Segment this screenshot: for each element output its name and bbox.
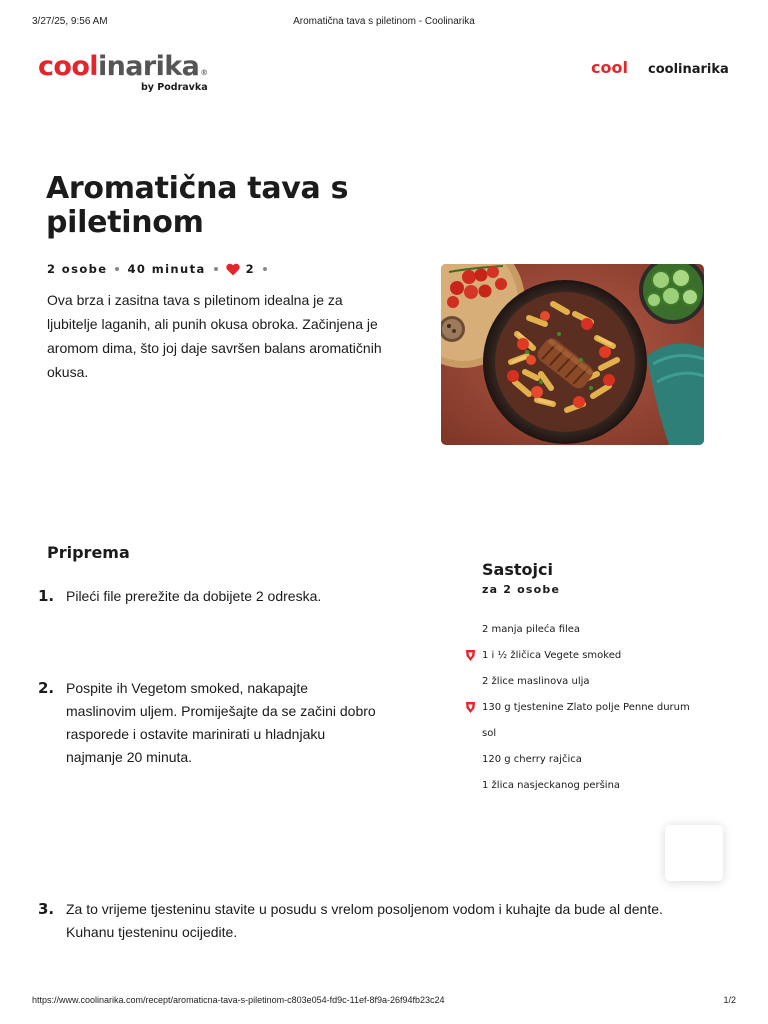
ingredients-heading: Sastojci [482,560,553,579]
print-url: https://www.coolinarika.com/recept/aromaticna-tava-s-piletinom-c803e054-fd9c-11ef-8f9a-26f94fb23c24 [32,995,445,1005]
prep-time: 40 minuta [127,262,206,276]
print-header [32,16,736,30]
print-page-title: Aromatična tava s piletinom - Coolinarika [293,16,475,27]
likes-count: 2 [245,262,256,276]
recipe-meta [47,262,275,276]
preparation-heading: Priprema [47,543,130,562]
logo-by-podravka: by Podravka [141,82,208,93]
ingredient-item [465,674,705,689]
ingredients-servings: za 2 osobe [482,583,561,596]
step-number: 2. [38,679,55,697]
logo-wordmark: coolinarika® [38,51,208,82]
step-text: Pospite ih Vegetom smoked, nakapajte maslinovim uljem. Promiješajte da se začini dobro rasporede i ostavite marinirati u hladnjaku najmanje 20 minuta. [66,680,376,765]
print-footer [32,995,736,1009]
nav-coolinarika-link[interactable]: coolinarika [648,62,729,77]
step-number: 3. [38,900,55,918]
separator-dot [115,267,119,271]
ingredient-item [465,752,705,767]
heart-icon[interactable] [226,263,240,276]
recipe-title: Aromatična tava s piletinom [46,171,349,240]
ingredient-text: 120 g cherry rajčica [482,754,582,765]
step-number: 1. [38,587,55,605]
nav-cool-link[interactable]: cool [591,58,628,77]
ingredient-text: 2 žlice maslinova ulja [482,676,590,687]
podravka-product-icon [465,649,476,661]
ingredient-item [465,622,705,637]
recipe-intro: Ova brza i zasitna tava s piletinom idealna je za ljubitelje laganih, ali punih okusa obroka. Začinjena je aromom dima, što joj daje savršen balans aromatičnih okusa. [47,292,382,380]
ingredient-text: sol [482,728,497,739]
podravka-product-icon [465,701,476,713]
servings: 2 osobe [47,262,108,276]
floating-widget[interactable] [665,825,723,881]
print-date: 3/27/25, 9:56 AM [32,16,108,27]
ingredient-text: 1 i ½ žličica Vegete smoked [482,650,622,661]
ingredient-text: 2 manja pileća filea [482,624,581,635]
ingredient-text: 1 žlica nasjeckanog peršina [482,780,621,791]
ingredient-item[interactable] [465,648,705,663]
ingredient-text: 130 g tjestenine Zlato polje Penne durum [482,702,690,713]
ingredients-list [465,622,705,804]
print-page-number: 1/2 [723,995,736,1005]
ingredient-item [465,726,705,741]
ingredient-item [465,778,705,793]
step-text: Pileći file prerežite da dobijete 2 odreska. [66,588,322,604]
recipe-hero-image [441,264,704,445]
coolinarika-logo[interactable] [38,51,208,93]
ingredient-item[interactable] [465,700,705,715]
step-text: Za to vrijeme tjesteninu stavite u posudu s vrelom posoljenom vodom i kuhajte da bude al dente. Kuhanu tjesteninu ocijedite. [66,901,663,940]
separator-dot [263,267,267,271]
separator-dot [214,267,218,271]
